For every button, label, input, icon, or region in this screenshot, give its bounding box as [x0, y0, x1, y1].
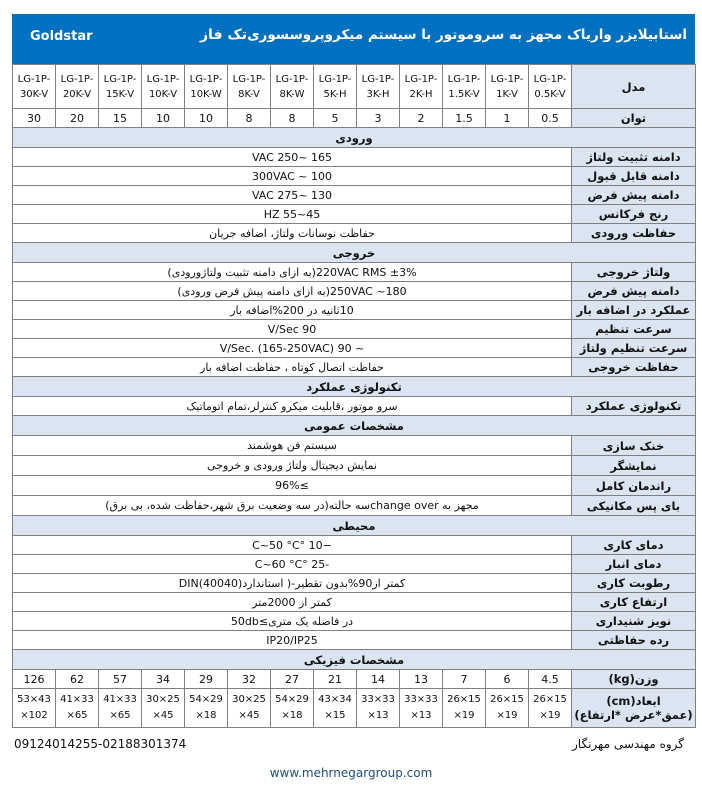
dimensions-cell: 53×43 ×102 [13, 689, 56, 728]
footer-phone: 09124014255-02188301374 [14, 737, 187, 751]
spec-label: ارتفاع کاری [572, 593, 696, 612]
model-cell: LG-1P-30K-V [13, 65, 56, 109]
title-bar [12, 14, 695, 64]
model-cell: LG-1P-0.5K-V [529, 65, 572, 109]
weight-cell: 29 [185, 670, 228, 689]
model-cell: LG-1P-2K-H [400, 65, 443, 109]
dimensions-label [572, 689, 696, 728]
section-header: مشخصات فیزیکی [13, 650, 696, 670]
spec-row [13, 205, 696, 224]
power-cell: 20 [56, 109, 99, 128]
spec-value: کمتر از90%بدون تقطیر-( استاندارد(DIN(40040 [13, 574, 572, 593]
dimensions-cell: 26×15 ×19 [486, 689, 529, 728]
power-cell: 30 [13, 109, 56, 128]
spec-value: حفاظت اتصال کوتاه ، حفاظت اضافه بار [13, 358, 572, 377]
spec-row [13, 555, 696, 574]
model-cell: LG-1P-8K-W [271, 65, 314, 109]
spec-sheet [12, 14, 695, 728]
spec-row [13, 436, 696, 456]
spec-value: 100 ~ 300VAC [13, 167, 572, 186]
power-cell: 2 [400, 109, 443, 128]
dimensions-label-unit: ابعاد(cm) [606, 694, 661, 708]
spec-value: نمایش دیجیتال ولتاژ ورودی و خروجی [13, 456, 572, 476]
spec-row [13, 263, 696, 282]
dimensions-cell: 30×25 ×45 [228, 689, 271, 728]
dimensions-cell: 54×29 ×18 [271, 689, 314, 728]
spec-value: 130 ~275 VAC [13, 186, 572, 205]
spec-label: نویز شنیداری [572, 612, 696, 631]
dimensions-cell: 33×33 ×13 [357, 689, 400, 728]
spec-label: دمای کاری [572, 536, 696, 555]
weight-label: وزن(kg) [572, 670, 696, 689]
spec-label: دامنه پیش فرض [572, 282, 696, 301]
dimensions-cell: 41×33 ×65 [99, 689, 142, 728]
power-cell: 5 [314, 109, 357, 128]
spec-label: عملکرد در اضافه بار [572, 301, 696, 320]
model-cell: LG-1P-10K-V [142, 65, 185, 109]
dimensions-cell: 30×25 ×45 [142, 689, 185, 728]
power-cell: 10 [142, 109, 185, 128]
power-cell: 10 [185, 109, 228, 128]
model-cell: LG-1P-1K-V [486, 65, 529, 109]
model-cell: LG-1P-5K-H [314, 65, 357, 109]
spec-value: 165 ~250 VAC [13, 148, 572, 167]
section-header: تکنولوژی عملکرد [13, 377, 696, 397]
spec-value: سرو موتور ،قابلیت میکرو کنترلر،تمام اتوماتیک [13, 397, 572, 416]
dimensions-cell: 43×34 ×15 [314, 689, 357, 728]
spec-label: رطوبت کاری [572, 574, 696, 593]
power-cell: 1 [486, 109, 529, 128]
spec-value: کمتر از 2000متر [13, 593, 572, 612]
spec-value: ≥96% [13, 476, 572, 496]
spec-label: حفاظت خروجی [572, 358, 696, 377]
model-row [13, 65, 696, 109]
spec-label: تکنولوژی عملکرد [572, 397, 696, 416]
spec-row [13, 397, 696, 416]
spec-row [13, 148, 696, 167]
dimensions-cell: 26×15 ×19 [443, 689, 486, 728]
spec-label: رده حفاظتی [572, 631, 696, 650]
dimensions-row [13, 689, 696, 728]
spec-row [13, 574, 696, 593]
spec-value: 45~55 HZ [13, 205, 572, 224]
model-cell: LG-1P-3K-H [357, 65, 400, 109]
weight-cell: 57 [99, 670, 142, 689]
spec-label: دمای انبار [572, 555, 696, 574]
dimensions-cell: 41×33 ×65 [56, 689, 99, 728]
dimensions-cell: 26×15 ×19 [529, 689, 572, 728]
spec-label: حفاظت ورودی [572, 224, 696, 243]
weight-cell: 62 [56, 670, 99, 689]
spec-label: دامنه پیش فرض [572, 186, 696, 205]
spec-value: 180~ 250VAC(به ازای دامنه پیش فرض ورودی) [13, 282, 572, 301]
section-general-row [13, 416, 696, 436]
spec-value: −10 °C~50 °C [13, 536, 572, 555]
weight-cell: 14 [357, 670, 400, 689]
section-physical-row [13, 650, 696, 670]
section-output-row [13, 243, 696, 263]
spec-label: سرعت تنظیم [572, 320, 696, 339]
spec-row [13, 339, 696, 358]
spec-label: نمایشگر [572, 456, 696, 476]
power-cell: 8 [271, 109, 314, 128]
dimensions-label-order: (عمق*عرض *ارتفاع) [574, 708, 693, 722]
section-header: محیطی [13, 516, 696, 536]
spec-row [13, 167, 696, 186]
spec-row [13, 301, 696, 320]
footer-website[interactable]: www.mehrnegargroup.com [269, 766, 433, 780]
power-cell: 3 [357, 109, 400, 128]
spec-value: IP20/IP25 [13, 631, 572, 650]
spec-row [13, 536, 696, 555]
spec-label: دامنه تثبیت ولتاژ [572, 148, 696, 167]
spec-value: سیستم فن هوشمند [13, 436, 572, 456]
spec-label: بای پس مکانیکی [572, 496, 696, 516]
section-tech-row [13, 377, 696, 397]
weight-cell: 7 [443, 670, 486, 689]
spec-value: در فاصله یک متری≥50db [13, 612, 572, 631]
power-cell: 8 [228, 109, 271, 128]
power-cell: 1.5 [443, 109, 486, 128]
section-input-row [13, 128, 696, 148]
weight-row [13, 670, 696, 689]
power-row [13, 109, 696, 128]
spec-label: سرعت تنظیم ولتاژ [572, 339, 696, 358]
spec-row [13, 186, 696, 205]
model-cell: LG-1P-20K-V [56, 65, 99, 109]
spec-value: ~ 90 V/Sec. (165-250VAC) [13, 339, 572, 358]
spec-row [13, 320, 696, 339]
spec-value: 220VAC RMS ±3%(به ازای دامنه تثبیت ولتاژورودی) [13, 263, 572, 282]
spec-row [13, 476, 696, 496]
power-cell: 15 [99, 109, 142, 128]
weight-cell: 27 [271, 670, 314, 689]
weight-cell: 21 [314, 670, 357, 689]
spec-row [13, 631, 696, 650]
section-header: مشخصات عمومی [13, 416, 696, 436]
spec-table [12, 64, 696, 728]
spec-value: مجهز به change overسه حالته(در سه وضعیت برق شهر،حفاظت شده، بی برق) [13, 496, 572, 516]
power-label: توان [572, 109, 696, 128]
model-cell: LG-1P-8K-V [228, 65, 271, 109]
weight-cell: 6 [486, 670, 529, 689]
brand-name: Goldstar [30, 29, 93, 44]
spec-value: -25 °C~60 °C [13, 555, 572, 574]
phase-label: تک فاز [200, 27, 247, 43]
model-cell: LG-1P-1.5K-V [443, 65, 486, 109]
weight-cell: 32 [228, 670, 271, 689]
spec-label: ولتاژ خروجی [572, 263, 696, 282]
model-cell: LG-1P-10K-W [185, 65, 228, 109]
page-title: استابیلایزر واریاک مجهز به سروموتور با سیستم میکروپروسسوری [247, 27, 687, 43]
spec-label: دامنه قابل قبول [572, 167, 696, 186]
weight-cell: 4.5 [529, 670, 572, 689]
spec-value: حفاظت نوسانات ولتاژ، اضافه جریان [13, 224, 572, 243]
spec-label: خنک سازی [572, 436, 696, 456]
spec-row [13, 456, 696, 476]
spec-row [13, 593, 696, 612]
spec-label: راندمان کامل [572, 476, 696, 496]
section-env-row [13, 516, 696, 536]
spec-value: 90 V/Sec [13, 320, 572, 339]
power-cell: 0.5 [529, 109, 572, 128]
spec-row [13, 496, 696, 516]
spec-value: 10ثانیه در 200%اضافه بار [13, 301, 572, 320]
spec-row [13, 282, 696, 301]
spec-row [13, 612, 696, 631]
dimensions-cell: 33×33 ×13 [400, 689, 443, 728]
spec-row [13, 224, 696, 243]
dimensions-cell: 54×29 ×18 [185, 689, 228, 728]
section-header: خروجی [13, 243, 696, 263]
footer-company: گروه مهندسی مهرنگار [572, 737, 684, 751]
spec-row [13, 358, 696, 377]
model-cell: LG-1P-15K-V [99, 65, 142, 109]
model-label: مدل [572, 65, 696, 109]
weight-cell: 34 [142, 670, 185, 689]
weight-cell: 13 [400, 670, 443, 689]
weight-cell: 126 [13, 670, 56, 689]
section-header: ورودی [13, 128, 696, 148]
spec-label: رنج فرکانس [572, 205, 696, 224]
